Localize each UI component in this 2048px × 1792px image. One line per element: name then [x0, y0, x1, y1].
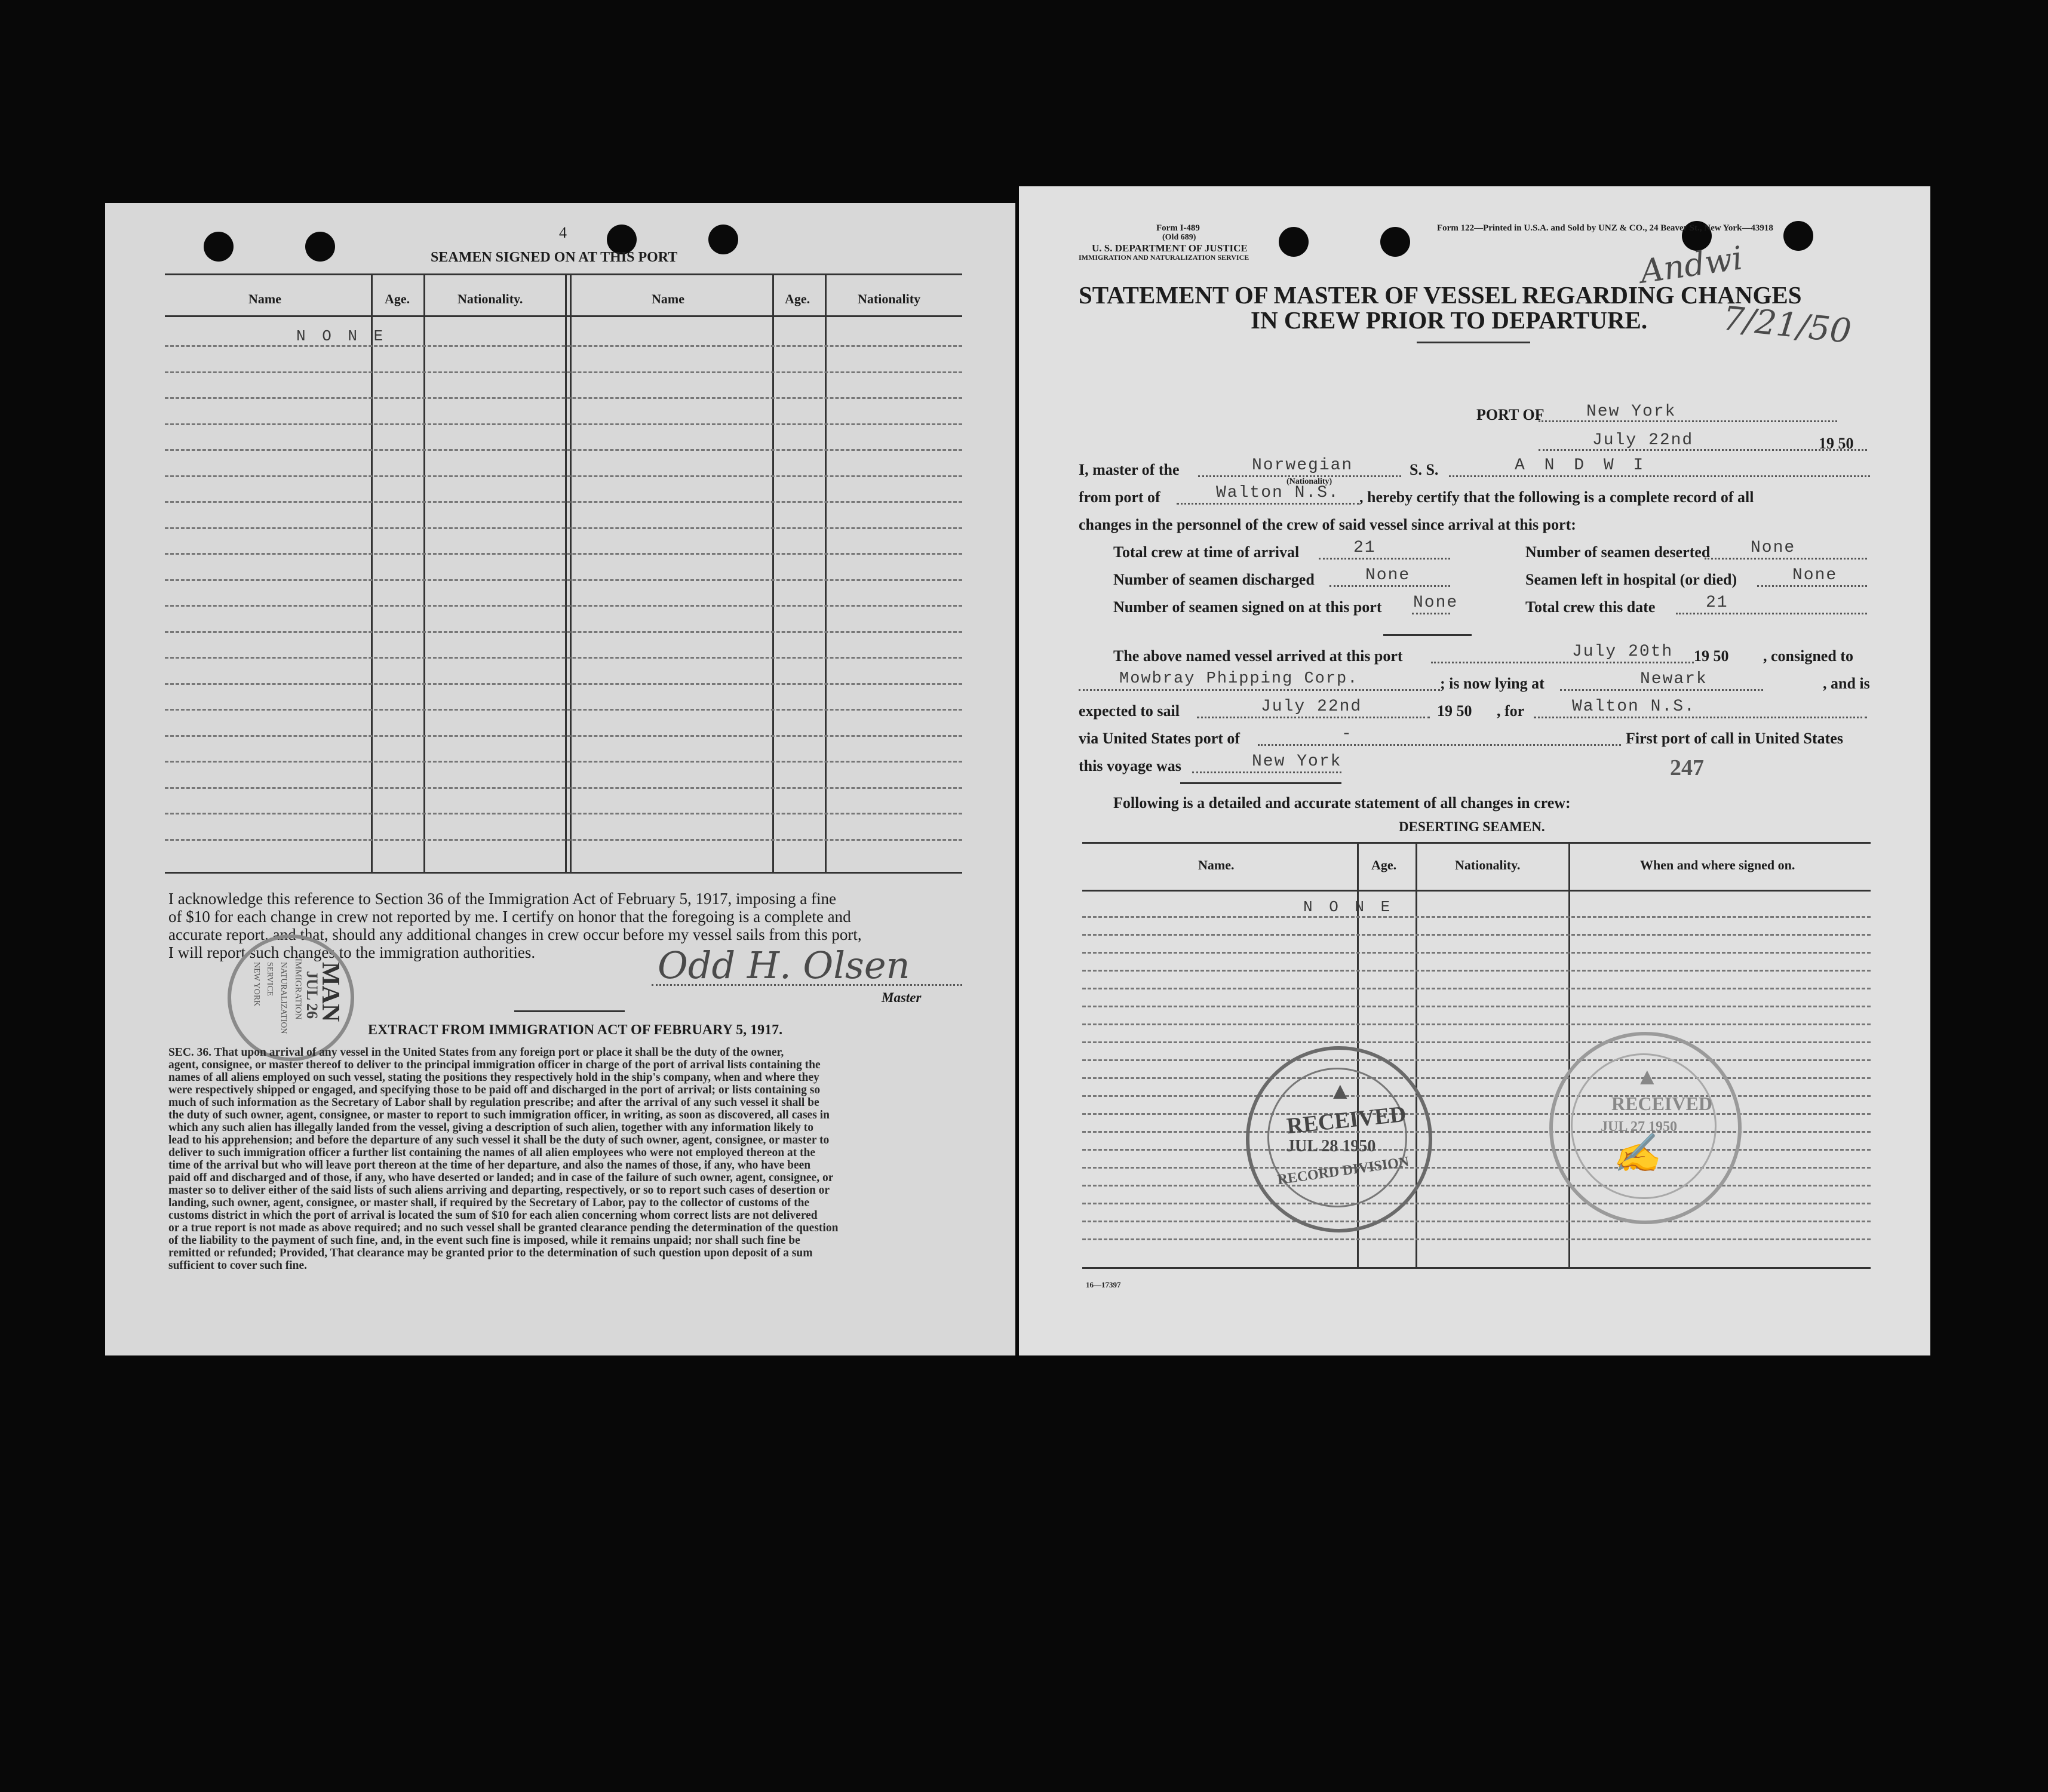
total-arrival-value: 21 [1353, 539, 1376, 557]
nationality-value: Norwegian [1252, 456, 1353, 475]
table-row [165, 631, 962, 633]
table-row [165, 709, 962, 711]
table-row [165, 397, 962, 399]
from-port-value: Walton N.S. [1216, 484, 1340, 502]
footer-code: 16—17397 [1086, 1280, 1121, 1289]
punch-hole [1380, 227, 1410, 257]
table-row [1082, 1221, 1871, 1222]
arrived-label: The above named vessel arrived at this port [1113, 647, 1403, 665]
date-value: July 22nd [1592, 431, 1694, 450]
table-row [1082, 916, 1871, 918]
col-header-age: Age. [385, 291, 410, 306]
table-row [1082, 988, 1871, 989]
col-header-nationality-2: Nationality [858, 291, 921, 306]
extract-title: EXTRACT FROM IMMIGRATION ACT OF FEBRUARY 5, 1917. [368, 1022, 783, 1038]
col-header-name: Name [248, 291, 281, 306]
table-row [1082, 1185, 1871, 1187]
and-is: , and is [1823, 675, 1870, 692]
table-row [165, 761, 962, 763]
table-row [165, 423, 962, 425]
immigration-stamp: IMMIGRATION NATURALIZATION SERVICE NEW YORK JUL 26 MAN [228, 935, 354, 1061]
table-row [165, 475, 962, 477]
table-row [1082, 1131, 1871, 1133]
table-row [1082, 952, 1871, 954]
printer-note: Form 122—Printed in U.S.A. and Sold by UNZ & CO., 24 Beaver St., New York—43918 [1437, 223, 1773, 233]
consignee-value: Mowbray Phipping Corp. [1119, 670, 1359, 688]
signed-on-label: Number of seamen signed on at this port [1113, 598, 1382, 616]
handwritten-ship-name: Andwi [1638, 239, 1745, 291]
stamp-number: 247 [1670, 755, 1704, 780]
table-row [1082, 1203, 1871, 1204]
table-row [165, 735, 962, 737]
following-text: Following is a detailed and accurate statement of all changes in crew: [1113, 794, 1571, 812]
nationality-caption: (Nationality) [1286, 477, 1332, 486]
expected-label: expected to sail [1079, 702, 1180, 720]
punch-hole [204, 232, 234, 262]
expected-value: July 22nd [1261, 697, 1362, 716]
table-row [1082, 1238, 1871, 1240]
handwritten-date: 7/21/50 [1721, 299, 1853, 352]
consigned-label: , consigned to [1763, 647, 1853, 665]
col-header-nationality: Nationality. [1455, 857, 1521, 872]
table-row [165, 371, 962, 373]
via-value: - [1341, 725, 1353, 743]
deserting-title: DESERTING SEAMEN. [1399, 819, 1545, 834]
table-row [1082, 1023, 1871, 1025]
table-row [1082, 1113, 1871, 1115]
table-row [1082, 934, 1871, 936]
col-header-nationality: Nationality. [458, 291, 523, 306]
ss-label: S. S. [1410, 461, 1439, 478]
initials-scribble: ✍ [1613, 1132, 1660, 1176]
received-stamp-faded: ▲ RECEIVED JUL 27 1950 ✍ [1549, 1032, 1742, 1224]
lying-label: ; is now lying at [1440, 675, 1545, 692]
service: IMMIGRATION AND NATURALIZATION SERVICE [1079, 253, 1249, 262]
punch-hole [1783, 221, 1813, 251]
total-date-label: Total crew this date [1525, 598, 1656, 616]
form-old: (Old 689) [1162, 233, 1196, 242]
table-row [1082, 1077, 1871, 1079]
form-title-line2: IN CREW PRIOR TO DEPARTURE. [1251, 306, 1648, 334]
total-arrival-label: Total crew at time of arrival [1113, 543, 1300, 561]
table-row [165, 813, 962, 814]
lying-value: Newark [1640, 670, 1708, 688]
table-row [1082, 1041, 1871, 1043]
ship-name: A N D W I [1515, 456, 1648, 475]
col-header-name: Name. [1198, 857, 1235, 872]
page-number: 4 [559, 224, 567, 241]
changes-text: changes in the personnel of the crew of said vessel since arrival at this port: [1079, 516, 1576, 533]
section-title: SEAMEN SIGNED ON AT THIS PORT [431, 250, 678, 265]
form-number: Form I-489 [1156, 223, 1200, 233]
left-page [105, 203, 1015, 1355]
table-row [1082, 1006, 1871, 1007]
table-row [1082, 1059, 1871, 1061]
col-header-signed-on: When and where signed on. [1640, 857, 1795, 872]
discharged-label: Number of seamen discharged [1113, 571, 1315, 588]
table-row [165, 501, 962, 503]
master-signature: Odd H. Olsen [658, 943, 910, 987]
punch-hole [708, 225, 738, 254]
certify-text: , hereby certify that the following is a complete record of all [1359, 488, 1754, 506]
port-value: New York [1586, 402, 1677, 421]
table-row [165, 553, 962, 555]
department: U. S. DEPARTMENT OF JUSTICE [1092, 242, 1248, 254]
right-page [1019, 186, 1930, 1355]
deserted-label: Number of seamen deserted [1525, 543, 1711, 561]
year-value: 19 50 [1819, 435, 1854, 452]
table-row [1082, 1149, 1871, 1151]
received-stamp: ▲ RECEIVED JUL 28 1950 RECORD DIVISION [1246, 1046, 1432, 1232]
table-row [165, 683, 962, 685]
col-header-age: Age. [1371, 857, 1397, 872]
from-port-label: from port of [1079, 488, 1160, 506]
voyage-label: this voyage was [1079, 757, 1181, 774]
table-row [165, 657, 962, 659]
voyage-value: New York [1252, 752, 1342, 771]
master-label: Master [882, 990, 922, 1005]
table-row [165, 839, 962, 841]
arrived-value: July 20th [1572, 643, 1674, 661]
table-row [165, 579, 962, 581]
for-label: , for [1497, 702, 1525, 720]
master-label: I, master of the [1079, 461, 1180, 478]
col-header-age-2: Age. [785, 291, 810, 306]
acknowledgement: I acknowledge this reference to Section 36 of the Immigration Act of February 5, 1917, imposing a fine of $10 for each change in crew not reported by me. I certify on honor that the foregoing is a complete and accurate report, and that, should any additional changes in crew occur before my vessel sails from this port, I will report such changes to the immigration authorities. [168, 890, 862, 961]
table-row [1082, 1095, 1871, 1097]
hospital-label: Seamen left in hospital (or died) [1525, 571, 1737, 588]
punch-hole [305, 232, 335, 262]
col-header-name-2: Name [652, 291, 684, 306]
via-label: via United States port of [1079, 730, 1241, 747]
arrived-year: 19 50 [1694, 647, 1729, 665]
signed-on-value: None [1413, 594, 1459, 612]
table-row [165, 527, 962, 529]
hospital-value: None [1792, 566, 1838, 585]
discharged-value: None [1365, 566, 1411, 585]
none-entry: N O N E [296, 327, 387, 345]
form-title-line1: STATEMENT OF MASTER OF VESSEL REGARDING CHANGES [1079, 281, 1802, 309]
extract-text: SEC. 36. That upon arrival of any vessel in the United States from any foreign port or place it shall be the duty of the owner, agent, consignee, or master thereof to deliver to the principal immigration officer in charge of the port of arrival lists containing the names of all aliens employed on such vessel, stating the positions they respectively hold in the ship's company, when and where they were respectively shipped or engaged, and specifying those to be paid off and discharged in the port of arrival; or lists containing so much of such information as the Secretary of Labor shall by regulation prescribe; and after the arrival of any such vessel it shall be the duty of such owner, agent, consignee, or master to report to such immigration officer, in writing, as soon as discovered, all cases in which any such alien has illegally landed from the vessel, giving a description of such alien, together with any information likely to lead to his apprehension; and before the departure of any such vessel it shall be the duty of such owner, agent, consignee, or master to deliver to such immigration officer a further list containing the names of all alien employees who were not employed thereon at the time of the arrival but who will leave port thereon at the time of her departure, and also the names of those, if any, who have been paid off and discharged and of those, if any, who have deserted or landed; and in case of the failure of such owner, agent, consignee, or master so to deliver either of the said lists of such aliens arriving and departing, respectively, or so to report such cases of desertion or landing, such owner, agent, consignee, or master shall, if required by the Secretary of Labor, pay to the collector of customs of the customs district in which the port of arrival is located the sum of $10 for each alien concerning whom correct lists are not delivered or a true report is not made as above required; and no such vessel shall be granted clearance pending the determination of the question of the liability to the payment of such fine, and, in the event such fine is imposed, while it remains unpaid; nor shall such fine be remitted or refunded; Provided, That clearance may be granted prior to the determination of such question upon deposit of a sum sufficient to cover such fine. [168, 1046, 839, 1272]
total-date-value: 21 [1706, 594, 1728, 612]
deserted-value: None [1751, 539, 1796, 557]
port-label: PORT OF [1476, 406, 1545, 423]
for-value: Walton N.S. [1572, 697, 1696, 716]
table-row [165, 345, 962, 347]
punch-hole [1279, 227, 1309, 257]
first-port-label: First port of call in United States [1626, 730, 1843, 747]
table-row [165, 605, 962, 607]
expected-year: 19 50 [1437, 702, 1472, 720]
table-row [1082, 970, 1871, 972]
table-row [165, 787, 962, 789]
none-entry: N O N E [1303, 898, 1394, 916]
table-row [165, 449, 962, 451]
table-row [1082, 1167, 1871, 1169]
